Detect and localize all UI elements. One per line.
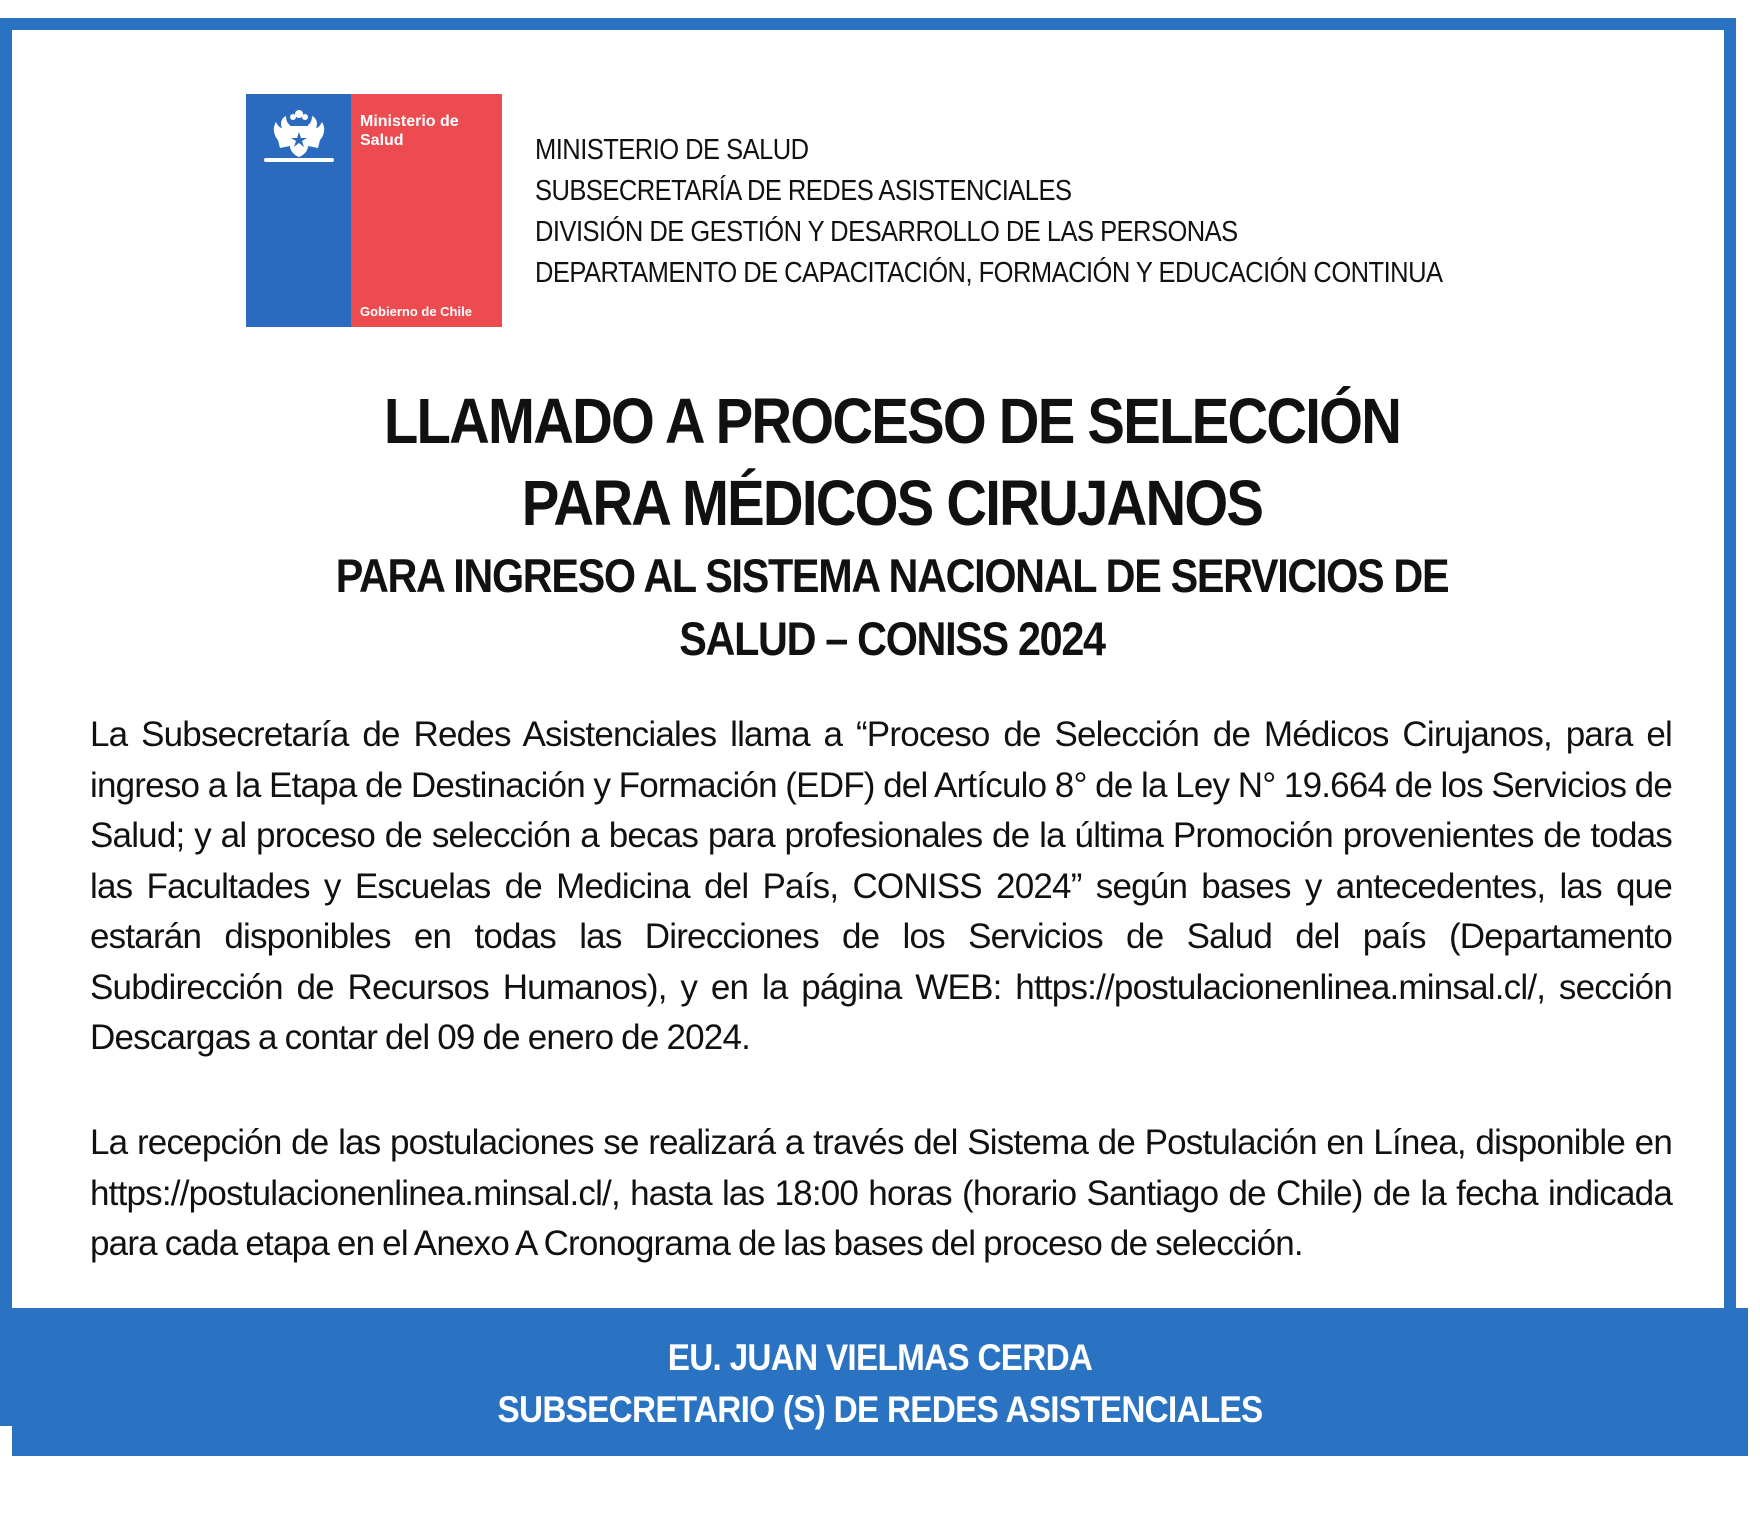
institution-line-department: DEPARTAMENTO DE CAPACITACIÓN, FORMACIÓN Y EDUCACIÓN CONTINUA xyxy=(535,257,1443,289)
body-paragraph-2: La recepción de las postulaciones se realizará a través del Sistema de Postulación en Línea, disponible en https://postulacionenlinea.minsal.cl/, hasta las 18:00 horas (horario Santiago de Chile) de la fecha indicada para cada etapa en el Anexo A Cronograma de las bases del proceso de selección. xyxy=(90,1123,1672,1263)
title-line-1: LLAMADO A PROCESO DE SELECCIÓN xyxy=(383,385,1401,457)
notice-title xyxy=(42,380,1742,544)
subtitle-line-1: PARA INGRESO AL SISTEMA NACIONAL DE SERVICIOS DE xyxy=(335,549,1449,602)
body-paragraph-1: La Subsecretaría de Redes Asistenciales llama a “Proceso de Selección de Médicos Cirujanos, para el ingreso a la Etapa de Destinación y Formación (EDF) del Artículo 8° de la Ley N° 19.664 de los Servicios de Salud; y al proceso de selección a becas para profesionales de la última Promoción provenientes de todas las Facultades y Escuelas de Medicina del País, CONISS 2024” según bases y antecedentes, las que estarán disponibles en todas las Direcciones de los Servicios de Salud del país (Departamento Subdirección de Recursos Humanos), y en la página WEB: https://postulacionenlinea.minsal.cl/, sección Descargas a contar del 09 de enero de 2024. xyxy=(90,715,1672,1057)
logo-blue-panel xyxy=(246,94,351,327)
notice-frame xyxy=(0,18,1736,1430)
chile-coat-of-arms-icon xyxy=(256,106,342,166)
signer-name-text: EU. JUAN VIELMAS CERDA xyxy=(667,1337,1093,1378)
institution-header xyxy=(535,130,1566,294)
subtitle-line-2: SALUD – CONISS 2024 xyxy=(679,612,1105,665)
logo-red-panel xyxy=(351,94,502,327)
institution-line-subsecretaria: SUBSECRETARÍA DE REDES ASISTENCIALES xyxy=(535,175,1072,207)
signer-name xyxy=(12,1332,1748,1384)
signature-band xyxy=(12,1308,1748,1456)
notice-subtitle xyxy=(42,544,1742,670)
signer-title xyxy=(12,1384,1748,1436)
logo-government-name: Gobierno de Chile xyxy=(360,304,472,319)
signer-title-text: SUBSECRETARIO (S) DE REDES ASISTENCIALES xyxy=(497,1389,1263,1430)
institution-line-division: DIVISIÓN DE GESTIÓN Y DESARROLLO DE LAS PERSONAS xyxy=(535,216,1238,248)
title-line-2: PARA MÉDICOS CIRUJANOS xyxy=(521,467,1263,539)
logo-ministry-name: Ministerio de Salud xyxy=(360,113,459,149)
ministry-logo xyxy=(246,94,502,327)
institution-line-ministry: MINISTERIO DE SALUD xyxy=(535,134,809,166)
